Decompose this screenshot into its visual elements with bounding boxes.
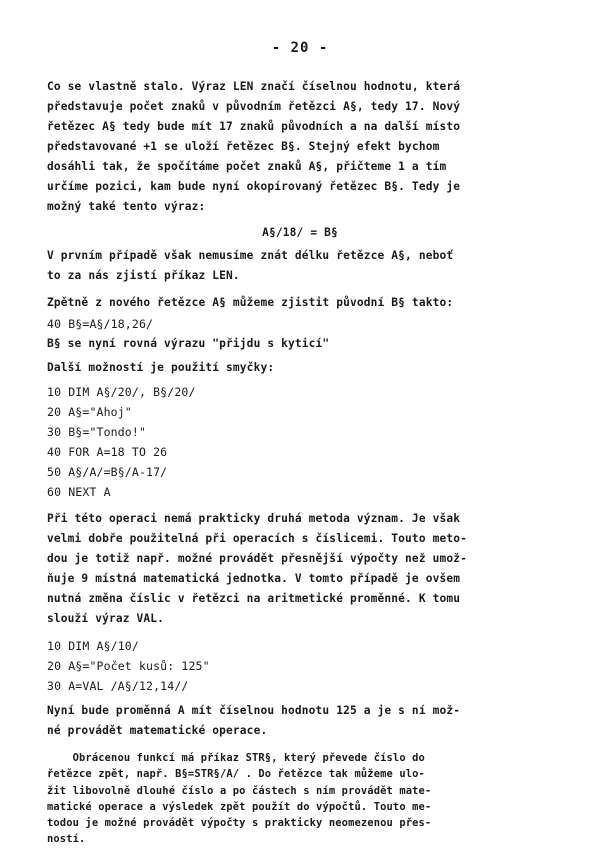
code-line: 40 FOR A=18 TO 26 (47, 445, 168, 459)
text-line: Co se vlastně stalo. Výraz LEN značí číselnou hodnotu, která (47, 80, 461, 93)
code-line: 10 DIM A§/10/ (47, 639, 139, 653)
text-line: Zpětně z nového řetězce A§ můžeme zjistit původní B§ takto: (47, 296, 454, 309)
text-line: řetězce zpět, např. B§=STR§/A/ . Do řetězce tak můžeme ulo- (47, 768, 425, 781)
code-line: 10 DIM A§/20/, B§/20/ (47, 385, 196, 399)
code-line: 30 A=VAL /A§/12,14// (47, 679, 189, 693)
text-line: Nyní bude proměnná A mít číselnou hodnotu 125 a je s ní mož- (47, 704, 461, 717)
text-line: dou je totiž např. možné provádět přesnější výpočty než umož- (47, 552, 468, 565)
code-line: 60 NEXT A (47, 485, 111, 499)
text-line: B§ se nyní rovná výrazu "přijdu s kyticí" (47, 337, 330, 350)
text-line: V prvním případě však nemusíme znát délku řetězce A§, neboť (47, 249, 454, 262)
text-line: ností. (47, 833, 86, 846)
text-line: Další možností je použití smyčky: (47, 361, 275, 374)
text-line: představované +1 se uloží řetězec B§. Stejný efekt bychom (47, 140, 440, 153)
page-number: - 20 - (271, 40, 329, 56)
text-line: velmi dobře použitelná při operacích s číslicemi. Touto meto- (47, 532, 468, 545)
text-line: žit libovolně dlouhé číslo a po částech s ním provádět mate- (47, 784, 432, 797)
formula: A§/18/ = B§ (262, 226, 338, 239)
code-line: 40 B§=A§/18,26/ (47, 317, 154, 331)
code-line: 50 A§/A/=B§/A-17/ (47, 465, 168, 479)
text-line: ňuje 9 místná matematická jednotka. V tomto případě je ovšem (47, 572, 461, 585)
text-line: to za nás zjistí příkaz LEN. (47, 269, 240, 282)
text-line: slouží výraz VAL. (47, 612, 165, 625)
text-line: Při této operaci nemá prakticky druhá metoda význam. Je však (47, 512, 461, 525)
text-line: todou je možné provádět výpočty s prakticky neomezenou přes- (47, 817, 432, 830)
text-line: možný také tento výraz: (47, 200, 206, 213)
text-line: matické operace a výsledek zpět použít do výpočtů. Touto me- (47, 800, 432, 813)
code-line: 30 B§="Tondo!" (47, 425, 147, 439)
text-line: Obrácenou funkcí má příkaz STR§, který převede číslo do (47, 752, 425, 764)
code-line: 20 A§="Ahoj" (47, 405, 132, 419)
text-line: představuje počet znaků v původním řetězci A§, tedy 17. Nový (47, 100, 461, 113)
text-line: určíme pozici, kam bude nyní okopírovaný řetězec B§. Tedy je (47, 180, 461, 193)
text-line: dosáhli tak, že spočítáme počet znaků A§, přičteme 1 a tím (47, 160, 447, 173)
text-line: řetězec A§ tedy bude mít 17 znaků původních a na další místo (47, 120, 461, 133)
code-line: 20 A§="Počet kusů: 125" (47, 659, 210, 673)
text-line: nutná změna číslic v řetězci na aritmetické proměnné. K tomu (47, 592, 461, 605)
text-line: né provádět matematické operace. (47, 724, 268, 737)
